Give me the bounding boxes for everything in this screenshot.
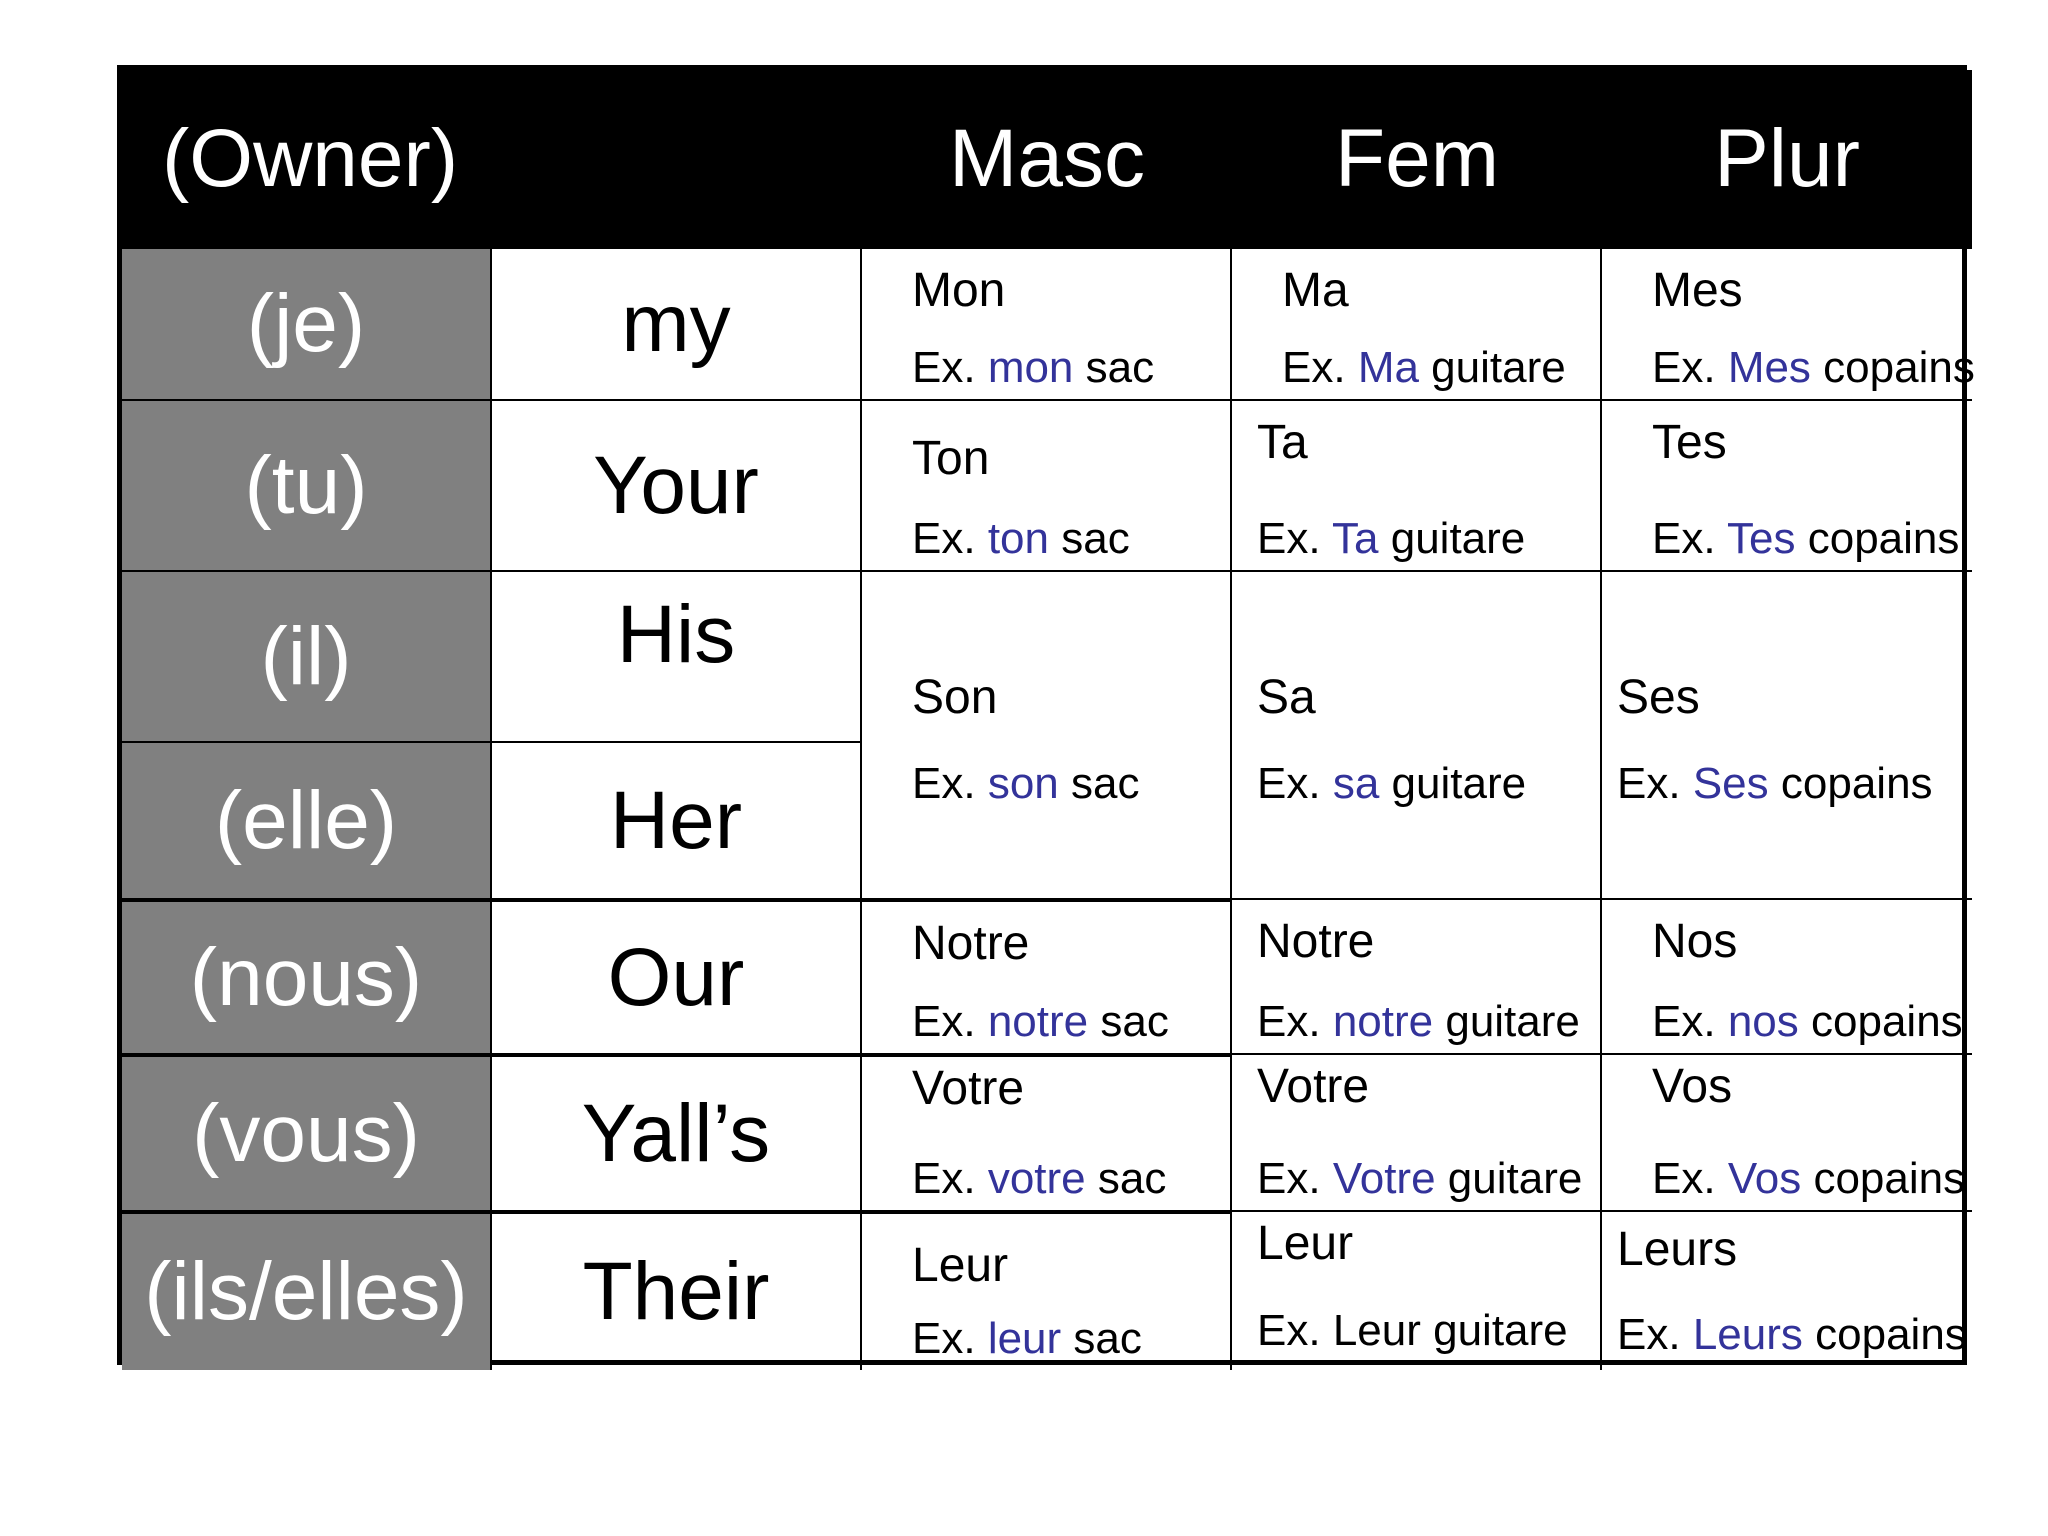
example: Ex. nos copains <box>1652 997 1963 1046</box>
possessive-our: Our <box>492 898 862 1053</box>
word: Son <box>912 670 998 724</box>
cell-il-elle-fem <box>1232 570 1602 898</box>
header-plur: Plur <box>1714 112 1860 204</box>
word: Votre <box>912 1062 1025 1115</box>
example: Ex. sa guitare <box>1257 758 1527 808</box>
example: Ex. Mes copains <box>1652 343 1975 392</box>
example: Ex. Leur guitare <box>1257 1306 1568 1355</box>
cell-vous-plur <box>1602 1053 1972 1210</box>
word: Tes <box>1652 416 1727 469</box>
cell-il-elle-masc <box>862 570 1232 898</box>
header-owner: (Owner) <box>162 112 459 204</box>
word: Vos <box>1652 1060 1733 1113</box>
example: Ex. Leurs copains <box>1617 1310 1967 1359</box>
word: Ma <box>1282 264 1349 317</box>
cell-ils-masc <box>862 1210 1232 1370</box>
cell-je-masc <box>862 247 1232 399</box>
cell-je-plur <box>1602 247 1975 399</box>
possessive-your: Your <box>492 399 862 570</box>
example: Ex. notre sac <box>912 997 1169 1046</box>
possessive-his: His <box>492 570 862 741</box>
word: Sa <box>1257 670 1316 724</box>
possessive-my: my <box>492 247 862 399</box>
word: Notre <box>1257 915 1375 968</box>
possessive-yalls: Yall’s <box>492 1053 862 1210</box>
example: Ex. Ta guitare <box>1257 514 1526 563</box>
owner-tu: (tu) <box>122 399 492 570</box>
example: Ex. votre sac <box>912 1154 1167 1203</box>
cell-tu-fem <box>1232 399 1602 570</box>
header-masc: Masc <box>949 112 1145 204</box>
cell-vous-fem <box>1232 1053 1602 1210</box>
word: Leur <box>912 1239 1009 1292</box>
owner-je: (je) <box>122 247 492 399</box>
example: Ex. notre guitare <box>1257 997 1580 1046</box>
example: Ex. Tes copains <box>1652 514 1960 563</box>
cell-nous-plur <box>1602 898 1972 1053</box>
word: Leurs <box>1617 1223 1738 1276</box>
word: Notre <box>912 917 1030 970</box>
example: Ex. mon sac <box>912 343 1155 392</box>
possessive-her: Her <box>492 741 862 898</box>
cell-tu-masc <box>862 399 1232 570</box>
cell-tu-plur <box>1602 399 1972 570</box>
owner-nous: (nous) <box>122 898 492 1053</box>
example: Ex. ton sac <box>912 514 1130 563</box>
cell-il-elle-plur <box>1602 570 1972 898</box>
word: Leur <box>1257 1217 1354 1270</box>
word: Ta <box>1257 416 1308 469</box>
word: Votre <box>1257 1060 1370 1113</box>
possessive-adjectives-table <box>117 65 1975 1365</box>
word: Mes <box>1652 264 1743 317</box>
cell-je-fem <box>1232 247 1602 399</box>
example: Ex. leur sac <box>912 1314 1142 1363</box>
cell-nous-fem <box>1232 898 1602 1053</box>
example: Ex. Ses copains <box>1617 758 1933 808</box>
example: Ex. son sac <box>912 758 1140 808</box>
owner-vous: (vous) <box>122 1053 492 1210</box>
example: Ex. Vos copains <box>1652 1154 1966 1203</box>
cell-ils-fem <box>1232 1210 1602 1370</box>
possessive-their: Their <box>492 1210 862 1370</box>
cell-ils-plur <box>1602 1210 1972 1370</box>
example: Ex. Votre guitare <box>1257 1154 1583 1203</box>
word: Mon <box>912 264 1006 317</box>
header-fem: Fem <box>1335 112 1499 204</box>
word: Ton <box>912 432 990 485</box>
owner-il: (il) <box>122 570 492 741</box>
word: Ses <box>1617 670 1700 724</box>
example: Ex. Ma guitare <box>1282 343 1566 392</box>
owner-elle: (elle) <box>122 741 492 898</box>
owner-ils-elles: (ils/elles) <box>122 1210 492 1370</box>
cell-nous-masc <box>862 898 1232 1053</box>
cell-vous-masc <box>862 1053 1232 1210</box>
word: Nos <box>1652 915 1738 968</box>
